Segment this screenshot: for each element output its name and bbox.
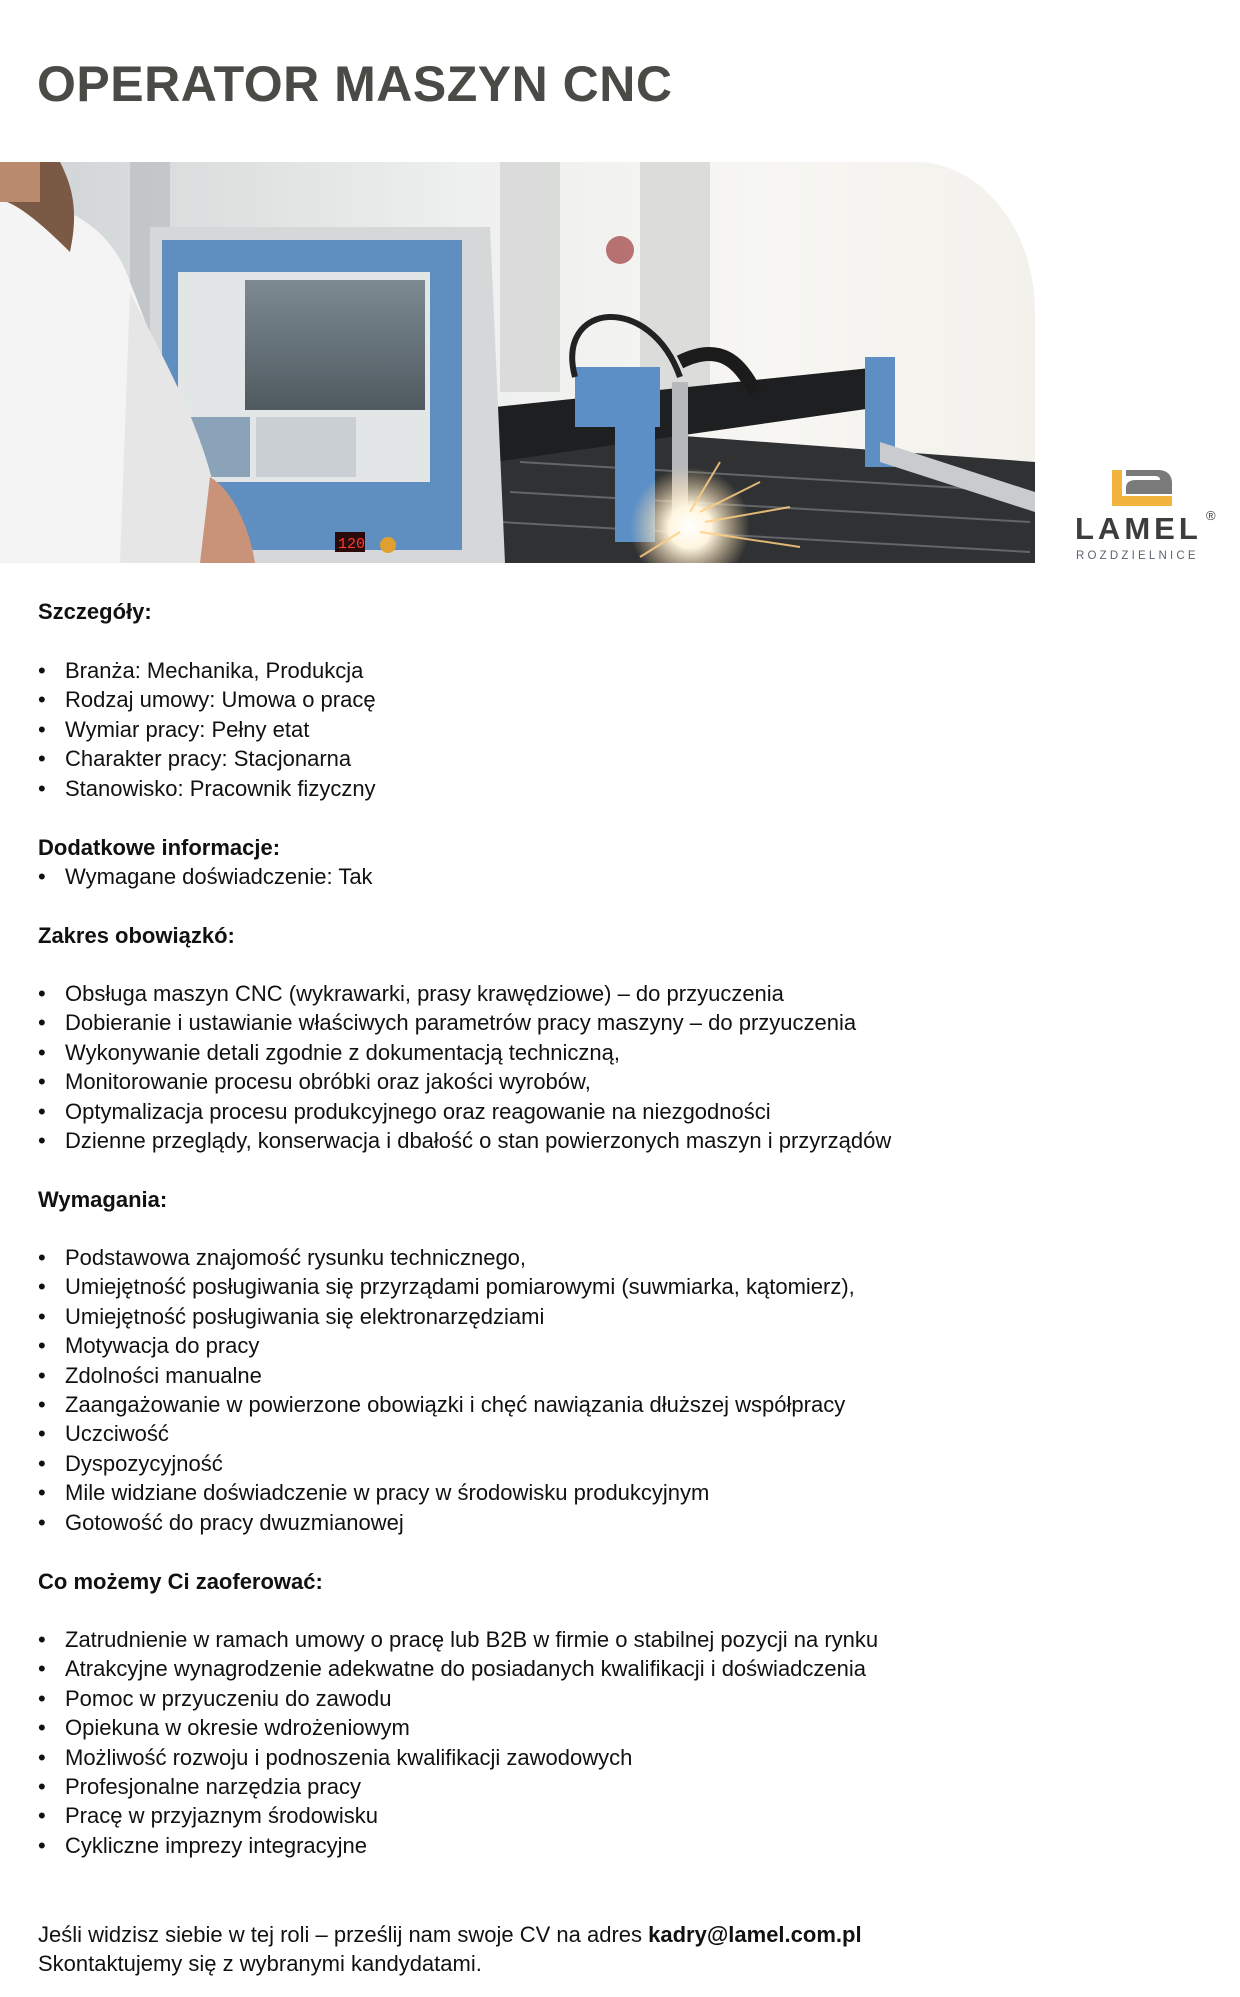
additional-info-list bbox=[38, 862, 373, 891]
list-item: • Charakter pracy: Stacjonarna bbox=[38, 744, 376, 773]
bullet: • bbox=[38, 981, 46, 1006]
lamel-logo bbox=[1070, 462, 1230, 572]
logo-name: LAMEL bbox=[1075, 511, 1202, 546]
list-item: • Motywacja do pracy bbox=[38, 1331, 855, 1360]
bullet: • bbox=[38, 1421, 46, 1447]
duties-list bbox=[38, 979, 891, 1155]
bullet: • bbox=[38, 1245, 46, 1270]
list-item: • Mile widziane doświadczenie w pracy w środowisku produkcyjnym bbox=[38, 1478, 855, 1507]
bullet: • bbox=[38, 1832, 46, 1858]
contact-note: Skontaktujemy się z wybranymi kandydatami. bbox=[38, 1951, 482, 1976]
additional-info-heading: Dodatkowe informacje: bbox=[38, 835, 281, 860]
list-item: • Wymiar pracy: Pełny etat bbox=[38, 715, 376, 744]
list-item: • Opiekuna w okresie wdrożeniowym bbox=[38, 1713, 878, 1742]
bullet: • bbox=[38, 1509, 46, 1535]
list-item: • Branża: Mechanika, Produkcja bbox=[38, 656, 376, 685]
bullet: • bbox=[38, 1391, 46, 1417]
list-item: • Cykliczne imprezy integracyjne bbox=[38, 1831, 878, 1860]
bullet: • bbox=[38, 1274, 46, 1300]
details-heading: Szczegóły: bbox=[38, 599, 152, 624]
bullet: • bbox=[38, 1303, 46, 1329]
bullet: • bbox=[38, 1480, 46, 1506]
list-item: • Wykonywanie detali zgodnie z dokumentacją techniczną, bbox=[38, 1038, 891, 1067]
apply-text: Jeśli widzisz siebie w tej roli – prześlij nam swoje CV na adres bbox=[38, 1922, 649, 1947]
bullet: • bbox=[38, 1685, 46, 1711]
lamel-logo-mark-icon bbox=[1112, 470, 1172, 506]
list-item: • Zdolności manualne bbox=[38, 1361, 855, 1390]
bullet: • bbox=[38, 687, 46, 713]
list-item: • Profesjonalne narzędzia pracy bbox=[38, 1772, 878, 1801]
list-item: • Dyspozycyjność bbox=[38, 1449, 855, 1478]
list-item: • Pracę w przyjaznym środowisku bbox=[38, 1801, 878, 1830]
bullet: • bbox=[38, 864, 46, 889]
list-item: • Pomoc w przyuczeniu do zawodu bbox=[38, 1684, 878, 1713]
list-item: • Zaangażowanie w powierzone obowiązki i chęć nawiązania dłuższej współpracy bbox=[38, 1390, 855, 1419]
list-item: • Dobieranie i ustawianie właściwych parametrów pracy maszyny – do przyuczenia bbox=[38, 1008, 891, 1037]
bullet: • bbox=[38, 775, 46, 801]
logo-tagline: ROZDZIELNICE bbox=[1076, 550, 1199, 562]
bullet: • bbox=[38, 1744, 46, 1770]
bullet: • bbox=[38, 1333, 46, 1359]
bullet: • bbox=[38, 716, 46, 742]
list-item: • Podstawowa znajomość rysunku technicznego, bbox=[38, 1243, 855, 1272]
bullet: • bbox=[38, 1127, 46, 1153]
offer-list bbox=[38, 1625, 878, 1860]
bullet: • bbox=[38, 1362, 46, 1388]
list-item: • Optymalizacja procesu produkcyjnego oraz reagowanie na niezgodności bbox=[38, 1097, 891, 1126]
list-item: • Monitorowanie procesu obróbki oraz jakości wyrobów, bbox=[38, 1067, 891, 1096]
bullet: • bbox=[38, 1773, 46, 1799]
bullet: • bbox=[38, 1039, 46, 1065]
details-list bbox=[38, 656, 376, 803]
list-item: • Uczciwość bbox=[38, 1419, 855, 1448]
hero-photo-cnc-plasma-cutter bbox=[0, 162, 1035, 563]
requirements-heading: Wymagania: bbox=[38, 1187, 168, 1212]
list-item: • Zatrudnienie w ramach umowy o pracę lub B2B w firmie o stabilnej pozycji na rynku bbox=[38, 1625, 878, 1654]
bullet: • bbox=[38, 1450, 46, 1476]
list-item: • Dzienne przeglądy, konserwacja i dbałość o stan powierzonych maszyn i przyrządów bbox=[38, 1126, 891, 1155]
bullet: • bbox=[38, 746, 46, 772]
list-item: • Gotowość do pracy dwuzmianowej bbox=[38, 1508, 855, 1537]
registered-mark: ® bbox=[1206, 508, 1216, 523]
list-item: • Atrakcyjne wynagrodzenie adekwatne do posiadanych kwalifikacji i doświadczenia bbox=[38, 1654, 878, 1683]
requirements-list bbox=[38, 1243, 855, 1537]
bullet: • bbox=[38, 1098, 46, 1124]
offer-heading: Co możemy Ci zaoferować: bbox=[38, 1569, 323, 1594]
bullet: • bbox=[38, 1010, 46, 1036]
contact-email[interactable]: kadry@lamel.com.pl bbox=[648, 1922, 862, 1947]
list-item: • Rodzaj umowy: Umowa o pracę bbox=[38, 685, 376, 714]
list-item: • Stanowisko: Pracownik fizyczny bbox=[38, 774, 376, 803]
bullet: • bbox=[38, 1627, 46, 1652]
bullet: • bbox=[38, 658, 46, 683]
panel-display-reading: 120 bbox=[338, 536, 366, 553]
list-item: • Umiejętność posługiwania się przyrządami pomiarowymi (suwmiarka, kątomierz), bbox=[38, 1272, 855, 1301]
apply-instructions bbox=[38, 1920, 862, 1949]
list-item: • Wymagane doświadczenie: Tak bbox=[38, 862, 373, 891]
bullet: • bbox=[38, 1803, 46, 1829]
page-title: OPERATOR MASZYN CNC bbox=[37, 56, 673, 112]
list-item: • Umiejętność posługiwania się elektronarzędziami bbox=[38, 1302, 855, 1331]
list-item: • Obsługa maszyn CNC (wykrawarki, prasy krawędziowe) – do przyuczenia bbox=[38, 979, 891, 1008]
bullet: • bbox=[38, 1069, 46, 1095]
bullet: • bbox=[38, 1715, 46, 1741]
list-item: • Możliwość rozwoju i podnoszenia kwalifikacji zawodowych bbox=[38, 1743, 878, 1772]
duties-heading: Zakres obowiązkó: bbox=[38, 923, 235, 948]
bullet: • bbox=[38, 1656, 46, 1682]
